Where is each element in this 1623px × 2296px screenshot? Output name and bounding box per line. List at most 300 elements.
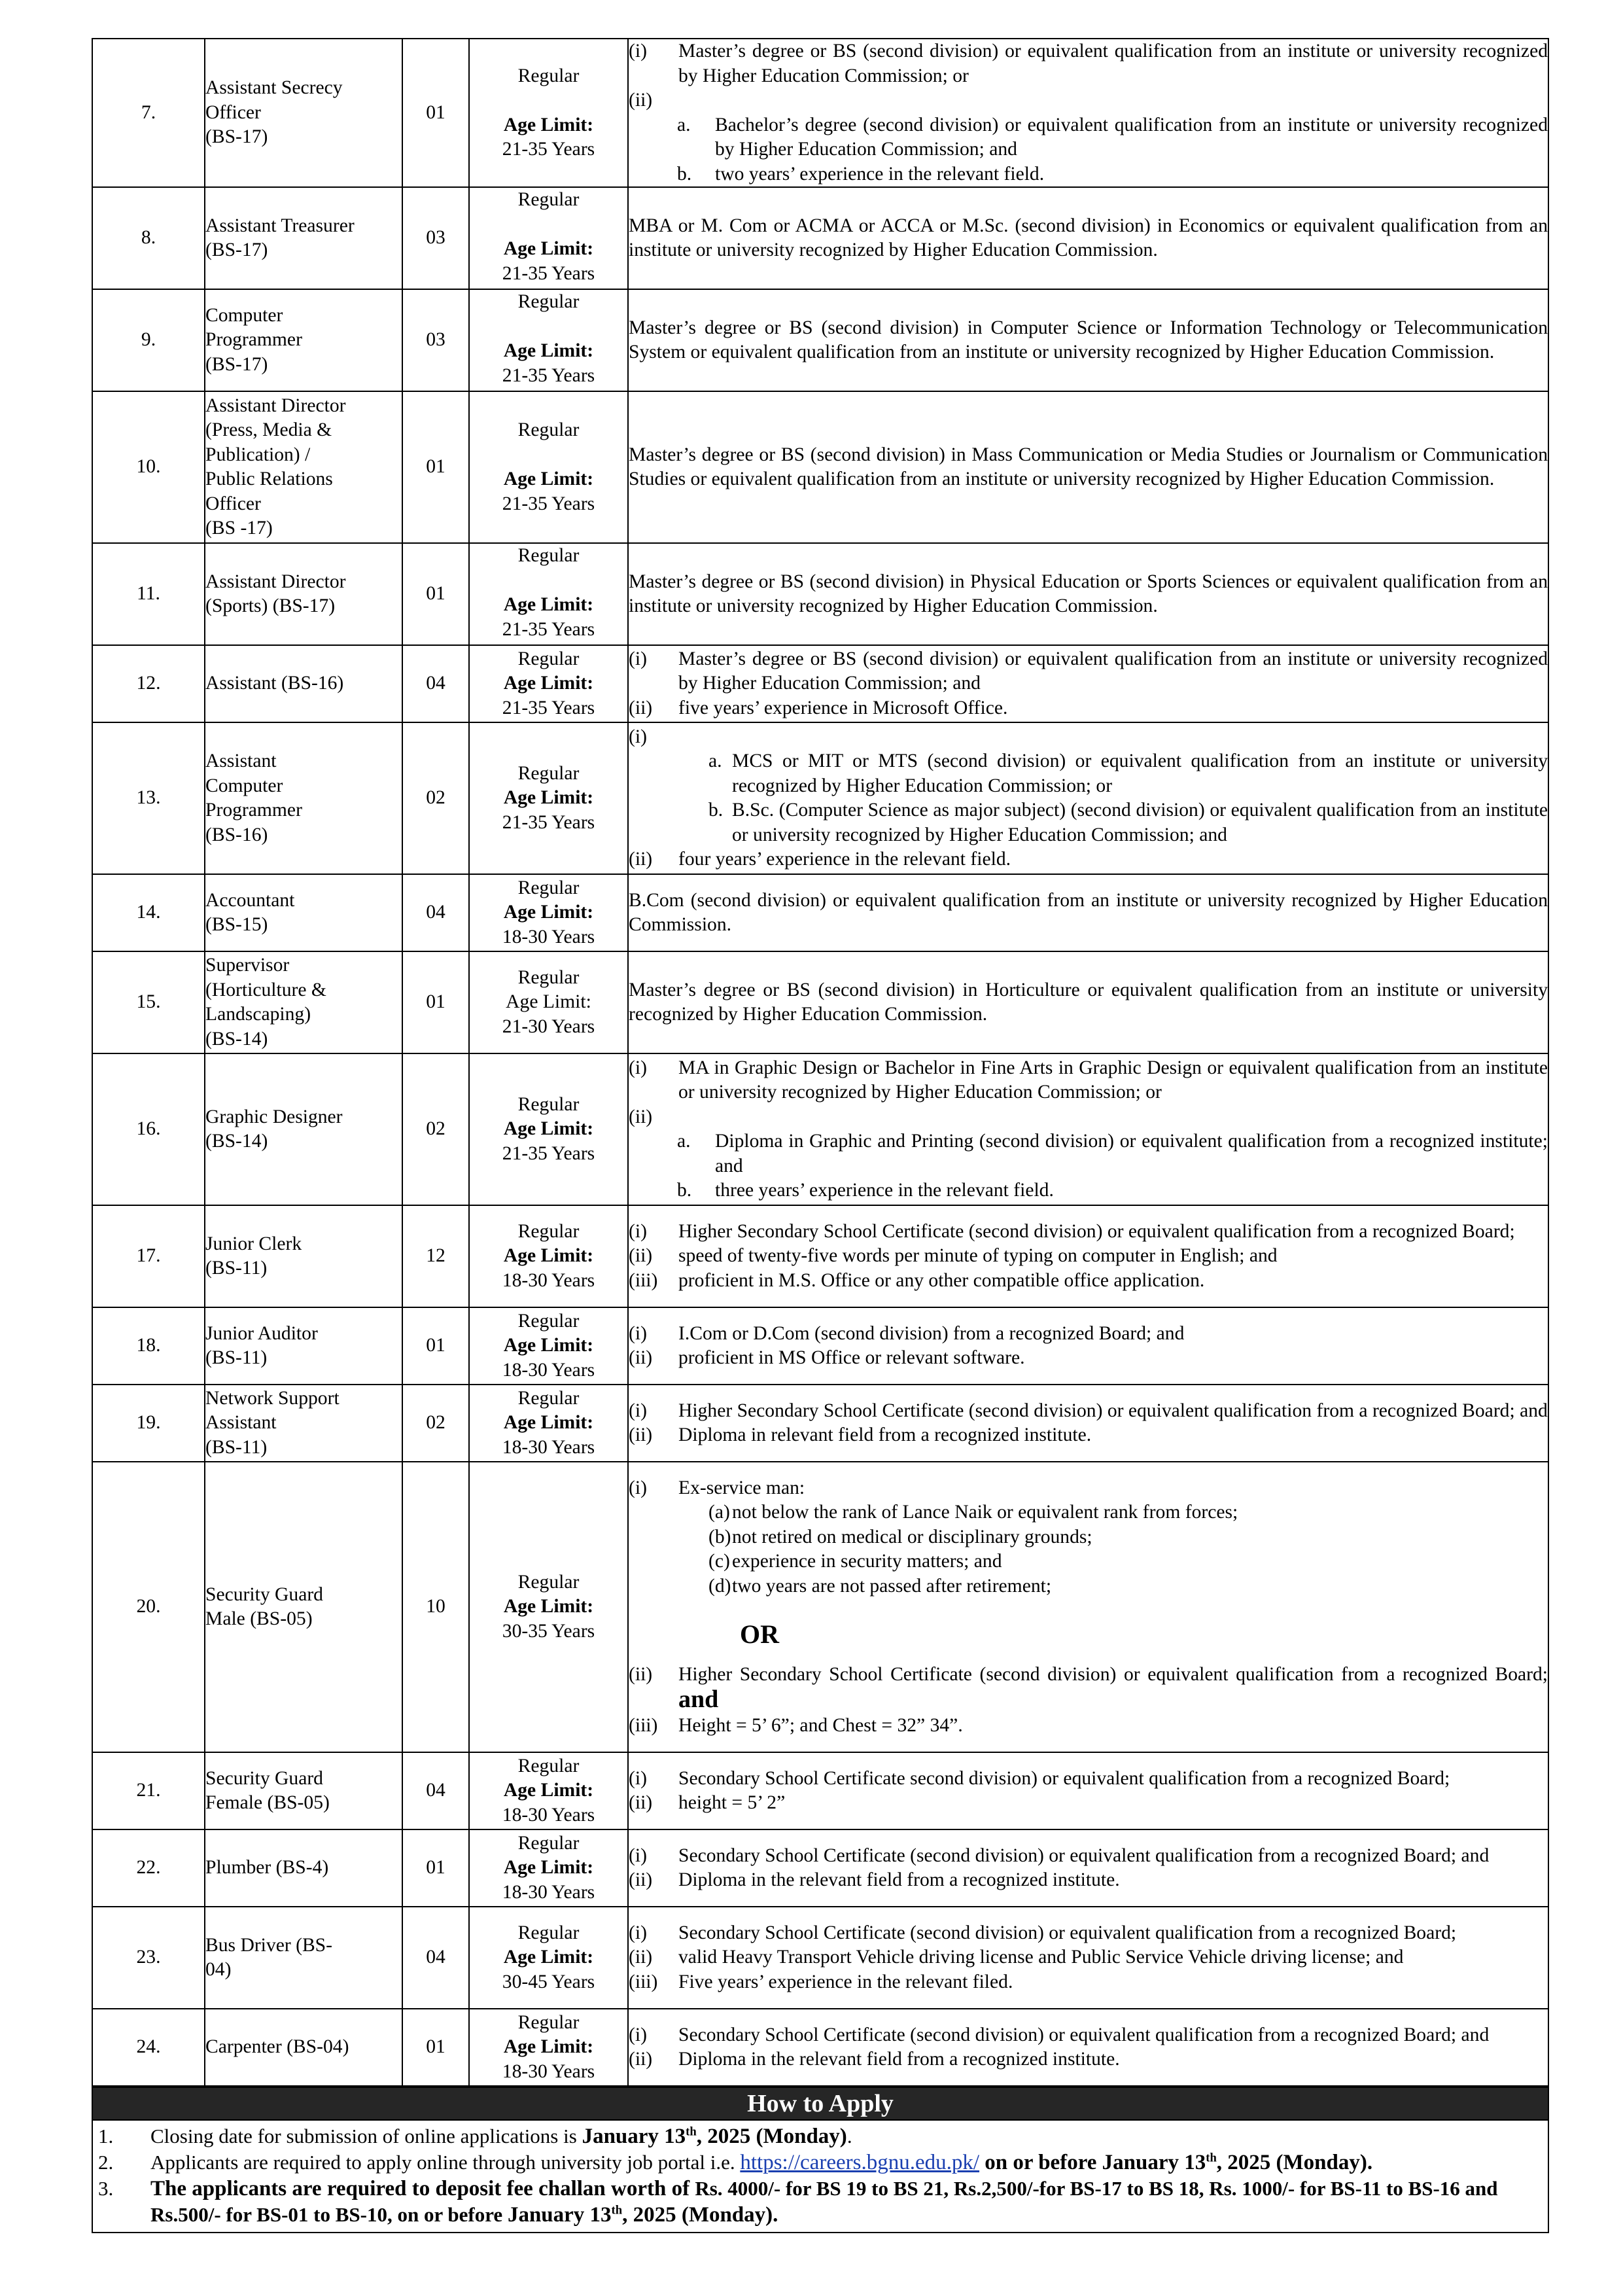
qualification-text: B.Com (second division) or equivalent qualification from an institute or university recognized by Higher Education Commission. [629,889,1548,935]
item-marker: (iii) [629,1715,658,1736]
item-text: Master’s degree or BS (second division) or equivalent qualification from an institute or university recognized by Higher Education Commission; and [678,648,1548,694]
closing-date: January 13 [582,2125,686,2148]
item-text: Diploma in the relevant field from a recognized institute. [678,2049,1120,2070]
item-text: Diploma in relevant field from a recognized institute. [678,1424,1092,1445]
note-number: 1. [98,2125,114,2147]
appointment-type: Regular [517,762,580,784]
qualification [628,39,1548,187]
post-name-line: Programmer [205,800,302,821]
qualification [628,1205,1548,1307]
item-text: Diploma in Graphic and Printing (second division) or equivalent qualification from a recognized institute; and [715,1131,1548,1176]
item-text: two years’ experience in the relevant field. [715,163,1045,185]
serial-number: 13. [92,722,205,874]
serial-number: 17. [92,1205,205,1307]
appointment-type: Regular [517,419,580,440]
serial-number: 14. [92,874,205,951]
note-1 [93,2123,1539,2149]
post-name-line: (BS -17) [205,518,273,539]
spacer [470,569,627,593]
table-row [92,391,1548,543]
serial-number: 18. [92,1307,205,1385]
number-of-posts: 02 [402,1385,469,1462]
post-name-line: Assistant Secrecy [205,77,343,99]
age-limit-value: 18-30 Years [502,1359,595,1381]
post-name-line: Carpenter (BS-04) [205,2036,349,2058]
table-row [92,187,1548,289]
fee-deadline: January 13 [507,2203,612,2227]
item-marker: b. [708,800,724,821]
date-suffix: th [686,2125,697,2139]
qualification [628,951,1548,1053]
qualification [628,645,1548,722]
qualification-item [629,113,1548,162]
post-name [205,722,402,874]
item-marker: (b) [708,1526,731,1547]
appointment-type: Regular [517,966,580,988]
post-name-line: (BS-11) [205,1258,268,1279]
spacer [470,88,627,113]
item-text: not below the rank of Lance Naik or equivalent rank from forces; [732,1502,1238,1523]
post-name-line: (Press, Media & [205,419,332,440]
appointment-type: Regular [517,1571,580,1593]
note-end: . [846,2125,852,2147]
age-limit-label: Age Limit: [503,2036,594,2058]
qualification-item [629,1056,1548,1105]
note-2 [93,2149,1539,2176]
table-row [92,1462,1548,1752]
qualification [628,1752,1548,1829]
qualification-item [629,1525,1548,1550]
item-text: I.Com or D.Com (second division) from a recognized Board; and [678,1322,1185,1344]
qualification-item [629,1346,1548,1371]
post-name [205,1307,402,1385]
fee-deadline-day: , 2025 (Monday). [622,2203,778,2227]
item-text: Secondary School Certificate (second division) or equivalent qualification from a recognized Board; [678,1922,1457,1943]
item-marker: (i) [629,1477,647,1498]
number-of-posts: 04 [402,1907,469,2009]
number-of-posts: 01 [402,1307,469,1385]
qualification-item [629,1714,1548,1739]
note-text: Closing date for submission of online applications is [150,2125,582,2147]
table-row [92,1829,1548,1907]
number-of-posts: 01 [402,2009,469,2086]
qualification [628,391,1548,543]
age-limit-label: Age Limit: [503,1857,594,1879]
age-limit-label: Age Limit: [503,1780,594,1801]
age-limit-label: Age Limit: [503,902,594,923]
post-name-line: Landscaping) [205,1004,311,1025]
table-row [92,289,1548,391]
item-marker: (ii) [629,1347,653,1368]
qualification [628,1385,1548,1462]
item-marker: (ii) [629,2049,653,2070]
serial-number: 19. [92,1385,205,1462]
item-marker: (i) [629,2024,647,2045]
appointment-conditions [469,1385,628,1462]
recruitment-page [92,38,1549,2233]
post-name-line: Junior Auditor [205,1322,318,1344]
item-text: Higher Secondary School Certificate (second division) or equivalent qualification from a recognized Board; [678,1220,1515,1242]
item-marker: (iii) [629,1971,658,1992]
post-name-line: (BS-14) [205,1028,268,1050]
item-text: MA in Graphic Design or Bachelor in Fine Arts in Graphic Design or equivalent qualification from an institute or university recognized by Higher Education Commission; or [678,1057,1548,1103]
age-limit-value: 21-35 Years [502,139,595,160]
qualification-item [629,2047,1548,2072]
post-name-line: (BS-16) [205,824,268,845]
item-text: Five years’ experience in the relevant filed. [678,1971,1013,1992]
date-suffix: th [1206,2151,1217,2165]
post-name-line: Male (BS-05) [205,1608,313,1629]
item-text: two years are not passed after retirement; [732,1575,1052,1597]
qualification-text: MBA or M. Com or ACMA or ACCA or M.Sc. (second division) in Economics or equivalent qualification from an institute or university recognized by Higher Education Commission. [629,215,1548,260]
post-name [205,951,402,1053]
appointment-conditions [469,1829,628,1907]
serial-number: 16. [92,1053,205,1205]
serial-number: 20. [92,1462,205,1752]
qualification [628,874,1548,951]
item-marker: (d) [708,1575,731,1597]
qualification [628,1462,1548,1752]
age-limit-label: Age Limit: [503,594,594,615]
closing-date-day: , 2025 (Monday) [696,2125,847,2148]
qualification-item [629,696,1548,721]
qualification-text: Master’s degree or BS (second division) in Physical Education or Sports Sciences or equivalent qualification from an institute or university recognized by Higher Education Commission. [629,571,1548,616]
post-name [205,1205,402,1307]
appointment-conditions [469,289,628,391]
appointment-conditions [469,1307,628,1385]
number-of-posts: 12 [402,1205,469,1307]
date-suffix: th [611,2203,623,2217]
serial-number: 22. [92,1829,205,1907]
item-marker: (i) [629,41,647,62]
appointment-type: Regular [517,65,580,86]
age-limit-value: 18-30 Years [502,1269,595,1291]
number-of-posts: 02 [402,1053,469,1205]
appointment-type: Regular [517,1387,580,1409]
item-marker: (ii) [629,697,653,718]
post-name-line: (BS-15) [205,914,268,935]
post-name [205,874,402,951]
age-limit-label: Age Limit: [503,787,594,809]
qualification-item [629,1921,1548,1946]
post-name-line: Officer [205,493,261,514]
item-marker: (i) [629,1845,647,1866]
qualification-text: Master’s degree or BS (second division) in Computer Science or Information Technology or Telecommunication System or equivalent qualification from an institute or university recognized by Higher Education Commission. [629,317,1548,362]
post-name-line: (BS-17) [205,353,268,375]
item-text: Secondary School Certificate second division) or equivalent qualification from a recognized Board; [678,1767,1450,1789]
item-text: speed of twenty-five words per minute of typing on computer in English; and [678,1245,1278,1267]
qualification-item [629,162,1548,187]
age-limit-value: 21-35 Years [502,262,595,284]
qualification [628,722,1548,874]
post-name-line: Security Guard [205,1583,323,1605]
serial-number: 15. [92,951,205,1053]
qualification-item [629,1399,1548,1424]
appointment-type: Regular [517,1922,580,1943]
post-name-line: Publication) / [205,444,311,465]
serial-number: 11. [92,543,205,645]
qualification-item [629,647,1548,696]
or-separator: OR [740,1619,779,1649]
age-limit-label: Age Limit: [503,1596,594,1617]
post-name-line: Computer [205,304,283,326]
table-row [92,722,1548,874]
post-name-line: (Horticulture & [205,979,326,1000]
number-of-posts: 10 [402,1462,469,1752]
item-marker: (ii) [629,1245,653,1267]
item-text: Height = 5’ 6”; and Chest = 32” 34”. [678,1715,963,1736]
qualification-item [629,1178,1548,1203]
serial-number: 7. [92,39,205,187]
item-marker: (i) [629,726,647,747]
qualification-item [629,2023,1548,2048]
item-marker: (ii) [629,1947,653,1968]
item-text: Bachelor’s degree (second division) or equivalent qualification from an institute or university recognized by Higher Education Commission; and [715,114,1548,160]
appointment-conditions [469,187,628,289]
how-to-apply-notes [92,2121,1549,2233]
appointment-type: Regular [517,1755,580,1776]
qualification-item [629,1868,1548,1893]
note-number: 2. [98,2151,114,2174]
post-name-line: Female (BS-05) [205,1792,330,1813]
serial-number: 12. [92,645,205,722]
age-limit-value: 21-35 Years [502,1142,595,1164]
age-limit-label: Age Limit: [503,1118,594,1140]
post-name [205,187,402,289]
qualification [628,543,1548,645]
table-row [92,1307,1548,1385]
appointment-conditions [469,2009,628,2086]
age-limit-value: 30-35 Years [502,1620,595,1642]
post-name-line: (BS-17) [205,126,268,148]
post-name [205,1752,402,1829]
post-name-line: Assistant Director [205,395,346,416]
spacer [470,213,627,238]
post-name [205,543,402,645]
job-portal-link[interactable]: https://careers.bgnu.edu.pk/ [740,2151,980,2174]
item-marker: (ii) [629,1106,653,1127]
posts-table [92,38,1549,2087]
appointment-type: Regular [517,1093,580,1115]
age-limit-label: Age Limit: [503,673,594,694]
post-name [205,1907,402,2009]
table-row [92,543,1548,645]
post-name-line: (BS-11) [205,1347,268,1368]
qualification-item [629,1574,1548,1599]
age-limit-label: Age Limit: [503,1412,594,1434]
qualification-item [629,749,1548,798]
qualification-text: Master’s degree or BS (second division) in Mass Communication or Media Studies or Journalism or Communication Studies or equivalent qualification from an institute or university recognized by Higher Education Commission. [629,444,1548,489]
number-of-posts: 02 [402,722,469,874]
note-text: Applicants are required to apply online through university job portal i.e. [150,2151,741,2174]
item-marker: (ii) [629,1664,653,1685]
post-name-line: Graphic Designer [205,1106,343,1127]
item-marker: (i) [629,1057,647,1078]
number-of-posts: 01 [402,951,469,1053]
table-row [92,1053,1548,1205]
item-marker: (c) [708,1551,730,1572]
post-name-line: Computer [205,775,283,796]
number-of-posts: 04 [402,874,469,951]
age-limit-value: 21-30 Years [502,1016,595,1037]
age-limit-label: Age Limit: [503,340,594,361]
post-name [205,39,402,187]
qualification-item [629,1945,1548,1970]
item-marker: (ii) [629,1792,653,1813]
appointment-type: Regular [517,1220,580,1242]
qualification [628,1053,1548,1205]
item-text: three years’ experience in the relevant field. [715,1180,1054,1201]
item-text [678,1663,1548,1714]
item-marker: (ii) [629,1424,653,1445]
number-of-posts: 03 [402,289,469,391]
post-name-line: 04) [205,1959,232,1980]
item-text: Higher Secondary School Certificate (second division) or equivalent qualification from a recognized Board; [678,1664,1548,1685]
item-text: MCS or MIT or MTS (second division) or equivalent qualification from an institute or university recognized by Higher Education Commission; or [732,751,1548,796]
item-text: not retired on medical or disciplinary grounds; [732,1526,1092,1547]
age-limit-value: 30-45 Years [502,1971,595,1992]
item-text: Ex-service man: [678,1477,805,1498]
item-text: Secondary School Certificate (second division) or equivalent qualification from a recognized Board; and [678,1845,1490,1866]
qualification-item [629,1423,1548,1448]
item-marker: a. [677,1131,691,1152]
age-limit-label: Age Limit: [503,114,594,135]
post-name [205,289,402,391]
appointment-conditions [469,722,628,874]
appointment-type: Regular [517,1832,580,1854]
fee-intro: The applicants are required to deposit fee challan worth of [150,2177,695,2200]
appointment-type: Regular [517,545,580,566]
qualification-item [629,1220,1548,1245]
qualification [628,1829,1548,1907]
post-name-line: (BS-11) [205,1436,268,1458]
age-limit-label: Age Limit: [503,468,594,489]
appointment-conditions [469,1907,628,2009]
item-marker: b. [677,1180,692,1201]
table-row [92,951,1548,1053]
deadline-day: , 2025 (Monday). [1216,2151,1373,2174]
qualification-item [629,1844,1548,1869]
serial-number: 23. [92,1907,205,2009]
appointment-type: Regular [517,877,580,898]
post-name-line: Supervisor [205,955,290,976]
age-limit-value: 18-30 Years [502,1881,595,1903]
spacer [470,443,627,468]
age-limit-value: 21-35 Years [502,364,595,386]
item-text: five years’ experience in Microsoft Office. [678,697,1008,718]
how-to-apply-heading: How to Apply [92,2087,1549,2121]
post-name [205,391,402,543]
qualification-item [629,1791,1548,1816]
table-row [92,645,1548,722]
age-limit-label: Age Limit: [506,991,591,1013]
item-text: Secondary School Certificate (second division) or equivalent qualification from a recognized Board; and [678,2024,1490,2045]
age-limit-label: Age Limit: [503,1947,594,1968]
serial-number: 8. [92,187,205,289]
item-marker: (i) [629,1922,647,1943]
age-limit-value: 18-30 Years [502,1436,595,1458]
post-name-line: Accountant [205,889,295,911]
post-name [205,1053,402,1205]
age-limit-label: Age Limit: [503,238,594,259]
number-of-posts: 01 [402,543,469,645]
post-name [205,2009,402,2086]
age-limit-label: Age Limit: [503,1335,594,1356]
post-name-line: Officer [205,101,261,123]
item-marker: (ii) [629,849,653,870]
table-row [92,1907,1548,2009]
age-limit-value: 21-35 Years [502,493,595,514]
post-name-line: Security Guard [205,1767,323,1789]
item-text: B.Sc. (Computer Science as major subject) (second division) or equivalent qualification from an institute or university recognized by Higher Education Commission; and [732,800,1548,845]
qualification-item [629,1663,1548,1714]
item-marker: a. [708,751,722,771]
number-of-posts: 04 [402,1752,469,1829]
appointment-conditions [469,1053,628,1205]
number-of-posts: 01 [402,39,469,187]
post-name [205,1829,402,1907]
item-marker: b. [677,163,692,185]
item-text: four years’ experience in the relevant field. [678,849,1011,870]
number-of-posts: 01 [402,1829,469,1907]
age-limit-value: 21-35 Years [502,697,595,718]
table-row [92,1385,1548,1462]
qualification [628,2009,1548,2086]
note-number: 3. [98,2177,114,2200]
number-of-posts: 03 [402,187,469,289]
post-name-line: Assistant Director [205,571,346,592]
item-text: Higher Secondary School Certificate (second division) or equivalent qualification from a recognized Board; and [678,1400,1548,1421]
table-row [92,2009,1548,2086]
age-limit-label: Age Limit: [503,1245,594,1267]
post-name-line: Network Support [205,1387,340,1409]
item-text: proficient in M.S. Office or any other compatible office application. [678,1269,1205,1291]
item-marker: (ii) [629,90,653,111]
qualification-item [629,1129,1548,1178]
appointment-conditions [469,874,628,951]
post-name-line: Public Relations [205,468,333,489]
qualification [628,289,1548,391]
appointment-type: Regular [517,2011,580,2033]
item-text: proficient in MS Office or relevant software. [678,1347,1025,1368]
post-name-line: Junior Clerk [205,1233,302,1254]
table-row [92,39,1548,187]
serial-number: 24. [92,2009,205,2086]
number-of-posts: 04 [402,645,469,722]
qualification [628,1907,1548,2009]
age-limit-value: 21-35 Years [502,618,595,640]
qualification-item [629,1322,1548,1347]
post-name-line: (Sports) (BS-17) [205,595,336,616]
post-name-line: Plumber (BS-4) [205,1857,329,1879]
qualification-item [629,1549,1548,1574]
qualification-text: Master’s degree or BS (second division) in Horticulture or equivalent qualification from an institute or university recognized by Higher Education Commission. [629,979,1548,1025]
post-name-line: Bus Driver (BS- [205,1934,332,1956]
qualification-item [629,798,1548,847]
age-limit-value: 18-30 Years [502,1804,595,1826]
post-name [205,1462,402,1752]
appointment-conditions [469,645,628,722]
spacer [470,315,627,340]
qualification-item [629,1500,1548,1525]
qualification-item [629,1767,1548,1792]
item-text: Master’s degree or BS (second division) or equivalent qualification from an institute or university recognized by Higher Education Commission; or [678,41,1548,86]
qualification [628,187,1548,289]
table-row [92,1752,1548,1829]
item-marker: (i) [629,1400,647,1421]
appointment-type: Regular [517,291,580,312]
post-name [205,645,402,722]
